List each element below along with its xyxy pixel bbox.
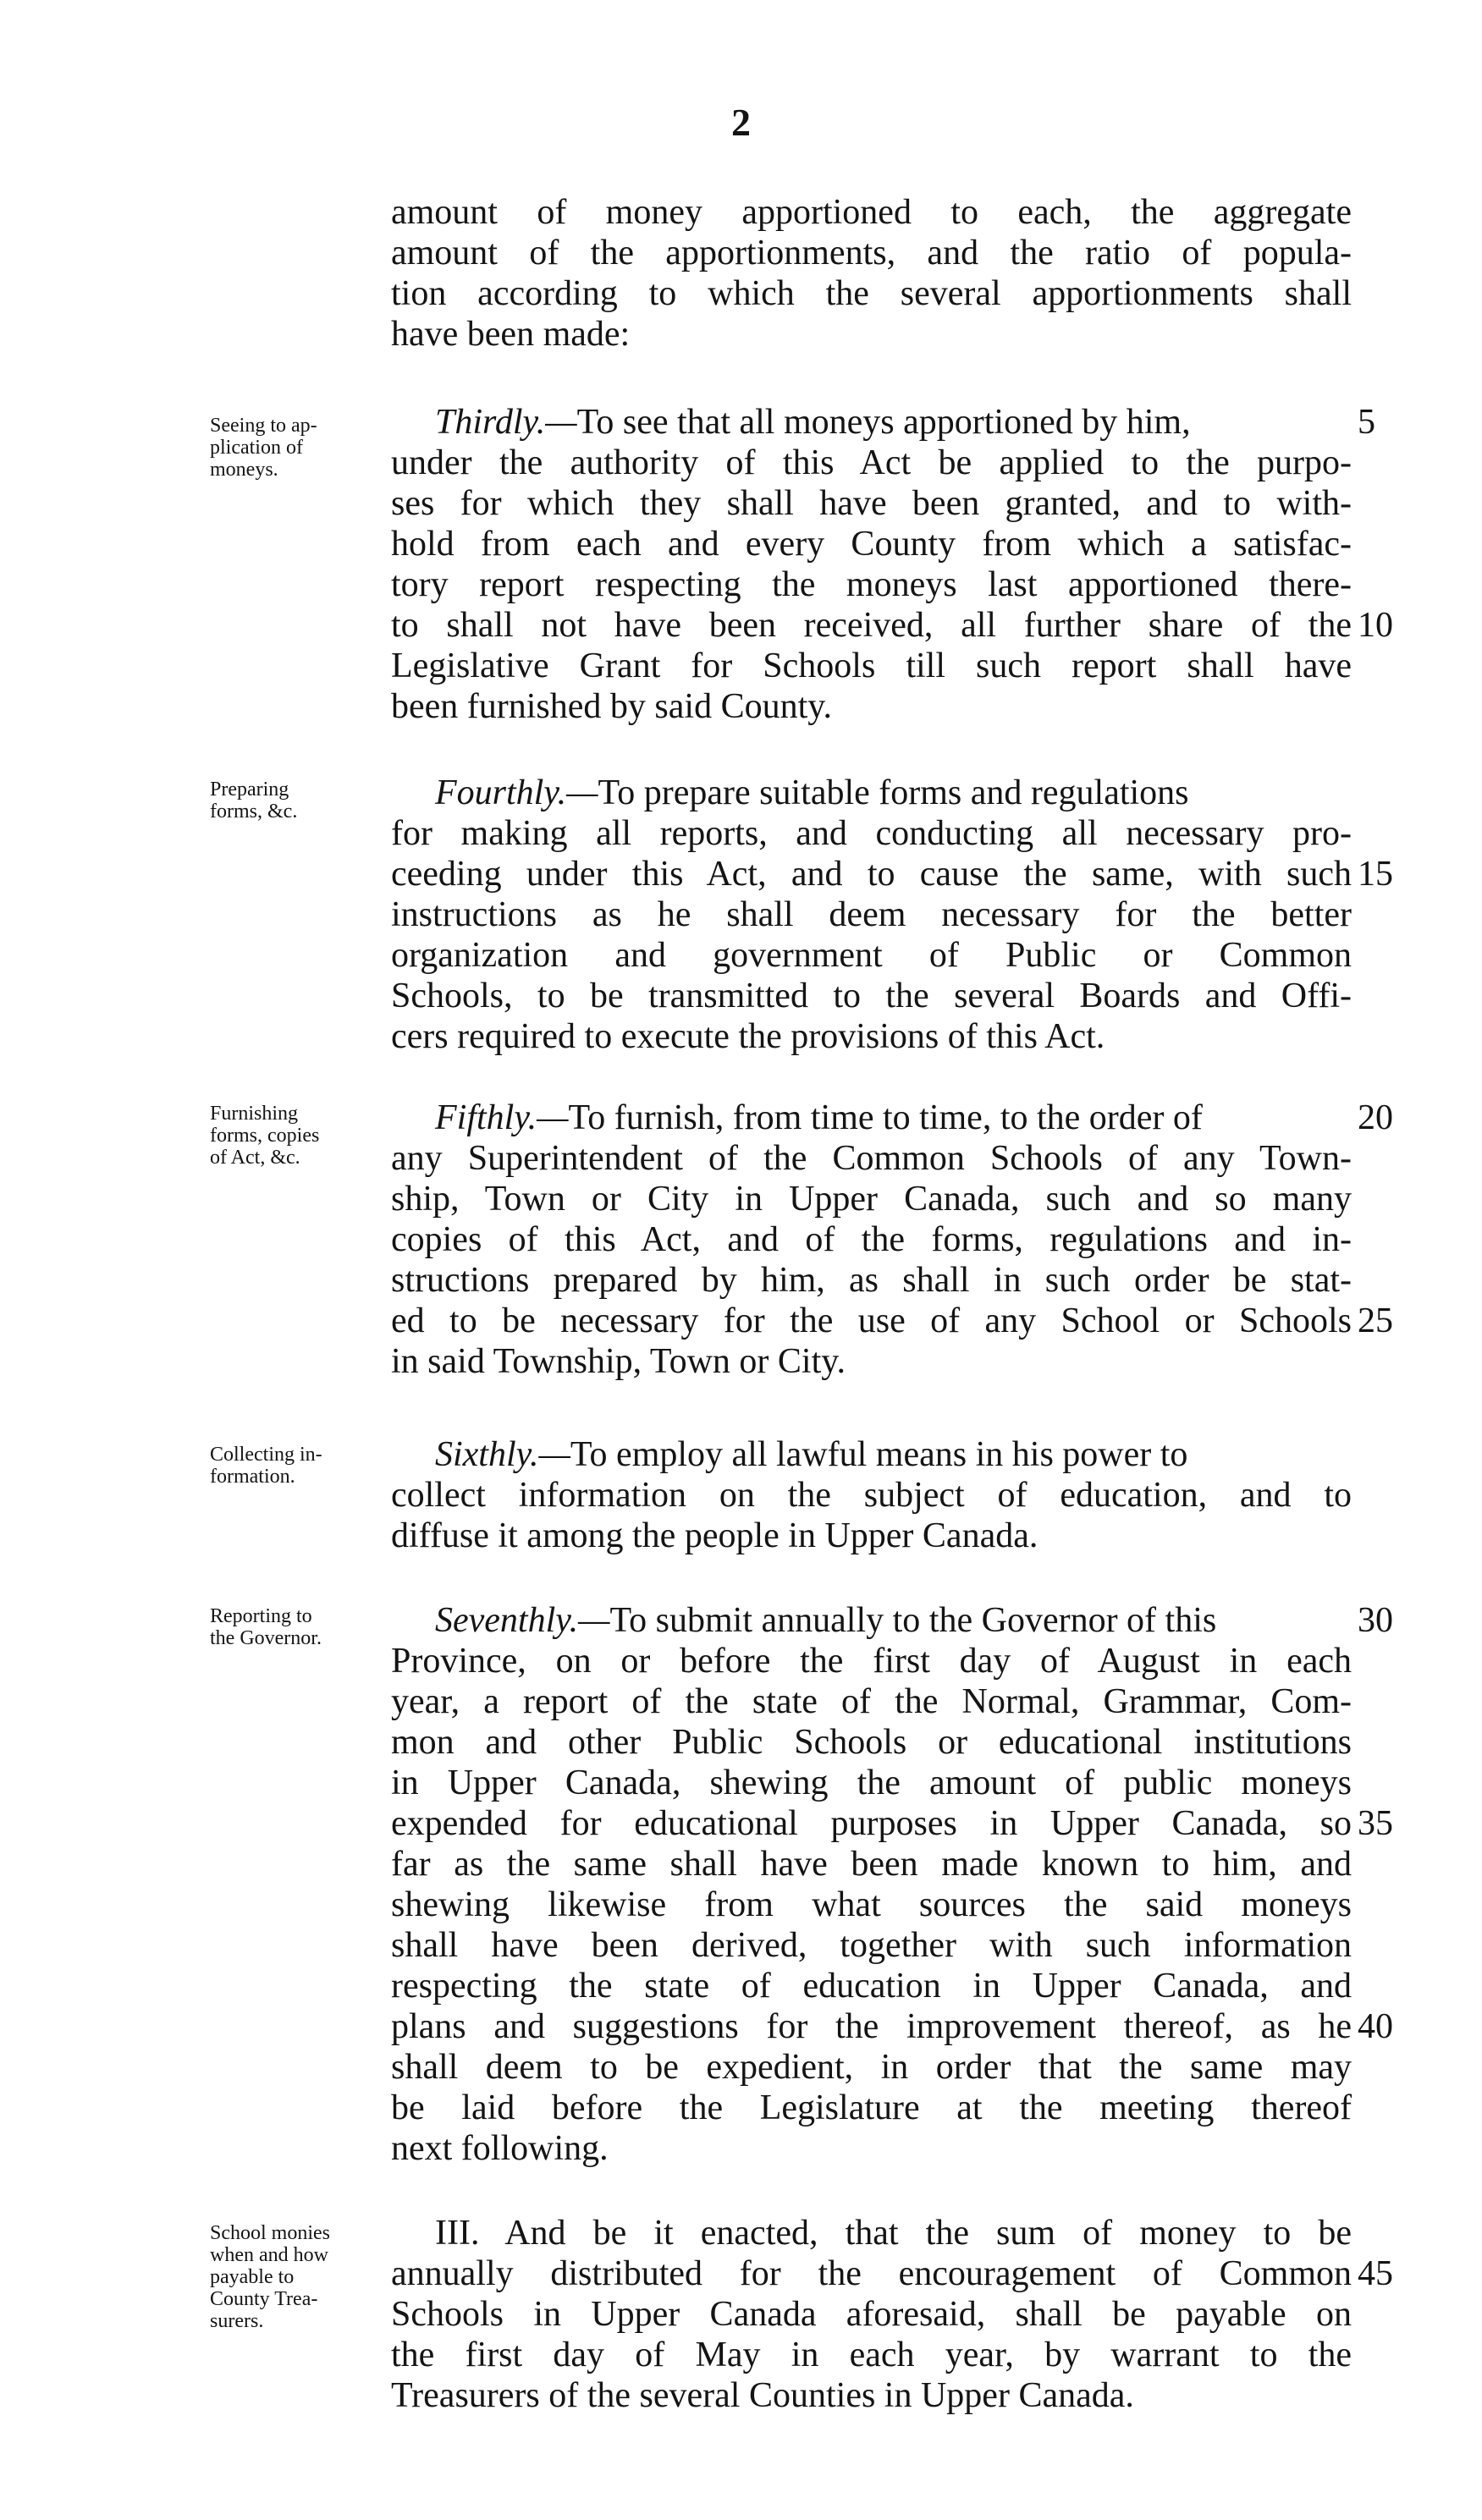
line-number: 15	[1358, 855, 1393, 894]
text-line: ship, Town or City in Upper Canada, such and so many	[391, 1180, 1352, 1219]
text-line: hold from each and every County from which a satisfac-	[391, 525, 1352, 564]
text-line: Schools, to be transmitted to the several Boards and Offi-	[391, 977, 1352, 1015]
page-number: 2	[731, 101, 751, 144]
line-number: 30	[1358, 1601, 1393, 1640]
margin-note-reporting-to-governor: Reporting to the Governor.	[210, 1605, 322, 1649]
text-line: far as the same shall have been made known to him, and	[391, 1845, 1352, 1884]
clause-heading-seventhly: Seventhly.—	[435, 1601, 610, 1640]
text-line: organization and government of Public or Common	[391, 936, 1352, 975]
text-line: the first day of May in each year, by warrant to the	[391, 2336, 1352, 2374]
paragraph-first-line	[435, 1097, 1352, 1139]
margin-note-school-monies: School monies when and how payable to County Trea- surers.	[210, 2222, 330, 2332]
text-line: To furnish, from time to time, to the order of	[568, 1098, 1203, 1137]
line-number: 5	[1358, 403, 1375, 442]
text-line: expended for educational purposes in Upper Canada, so	[391, 1804, 1352, 1843]
text-line: ed to be necessary for the use of any School or Schools	[391, 1301, 1352, 1340]
margin-note-application-of-moneys: Seeing to ap- plication of moneys.	[210, 415, 317, 481]
margin-note-furnishing-forms: Furnishing forms, copies of Act, &c.	[210, 1103, 320, 1169]
margin-note-collecting-information: Collecting in- formation.	[210, 1444, 322, 1488]
text-line: amount of money apportioned to each, the aggregate	[391, 193, 1352, 232]
text-line: shall have been derived, together with such information	[391, 1926, 1352, 1965]
text-line: annually distributed for the encouragement of Common	[391, 2254, 1352, 2293]
text-line: in said Township, Town or City.	[391, 1342, 846, 1381]
line-number: 25	[1358, 1301, 1393, 1340]
clause-heading-fifthly: Fifthly.—	[435, 1098, 569, 1137]
text-line: to shall not have been received, all further share of the	[391, 606, 1352, 645]
line-number: 20	[1358, 1098, 1393, 1137]
text-line: any Superintendent of the Common Schools of any Town-	[391, 1139, 1352, 1178]
paragraph-first-line	[435, 772, 1352, 814]
text-line: Province, on or before the first day of August in each	[391, 1642, 1352, 1681]
text-line: To submit annually to the Governor of this	[609, 1601, 1217, 1640]
line-number: 45	[1358, 2254, 1393, 2293]
text-line: amount of the apportionments, and the ratio of popula-	[391, 234, 1352, 272]
text-line: cers required to execute the provisions of this Act.	[391, 1017, 1105, 1056]
text-line: have been made:	[391, 315, 631, 354]
text-line: in Upper Canada, shewing the amount of public moneys	[391, 1763, 1352, 1802]
text-line: Legislative Grant for Schools till such report shall have	[391, 647, 1352, 685]
clause-heading-fourthly: Fourthly.—	[435, 773, 598, 812]
text-line: collect information on the subject of education, and to	[391, 1476, 1352, 1515]
line-number: 35	[1358, 1804, 1393, 1843]
text-line: tory report respecting the moneys last apportioned there-	[391, 565, 1352, 604]
text-line: shewing likewise from what sources the said moneys	[391, 1885, 1352, 1924]
text-line: plans and suggestions for the improvement thereof, as he	[391, 2007, 1352, 2046]
text-line: next following.	[391, 2129, 609, 2168]
text-line: year, a report of the state of the Normal, Grammar, Com-	[391, 1682, 1352, 1721]
text-line: tion according to which the several apportionments shall	[391, 274, 1352, 313]
text-line: To prepare suitable forms and regulations	[598, 773, 1189, 812]
text-line: III. And be it enacted, that the sum of money to be	[435, 2214, 1352, 2253]
text-line: Schools in Upper Canada aforesaid, shall be payable on	[391, 2295, 1352, 2334]
text-line: be laid before the Legislature at the meeting thereof	[391, 2088, 1352, 2127]
text-line: instructions as he shall deem necessary for the better	[391, 895, 1352, 934]
paragraph-first-line	[435, 401, 1352, 443]
text-line: respecting the state of education in Upper Canada, and	[391, 1967, 1352, 2006]
clause-heading-thirdly: Thirdly.—	[435, 403, 577, 442]
text-line: ses for which they shall have been granted, and to with-	[391, 484, 1352, 523]
line-number: 10	[1358, 606, 1393, 645]
paragraph-first-line	[435, 1433, 1352, 1476]
text-line: shall deem to be expedient, in order that the same may	[391, 2048, 1352, 2087]
text-line: under the authority of this Act be applied to the purpo-	[391, 443, 1352, 482]
text-line: mon and other Public Schools or educational institutions	[391, 1723, 1352, 1762]
line-number: 40	[1358, 2007, 1393, 2046]
margin-note-preparing-forms: Preparing forms, &c.	[210, 779, 298, 823]
text-line: for making all reports, and conducting all necessary pro-	[391, 814, 1352, 853]
text-line: To employ all lawful means in his power to	[570, 1435, 1188, 1474]
text-line: copies of this Act, and of the forms, regulations and in-	[391, 1220, 1352, 1259]
text-line: Treasurers of the several Counties in Upper Canada.	[391, 2376, 1134, 2415]
text-line: To see that all moneys apportioned by him,	[576, 403, 1191, 442]
paragraph-first-line	[435, 1599, 1352, 1642]
text-line: been furnished by said County.	[391, 687, 833, 726]
clause-heading-sixthly: Sixthly.—	[435, 1435, 570, 1474]
text-line: structions prepared by him, as shall in such order be stat-	[391, 1261, 1352, 1300]
text-line: diffuse it among the people in Upper Canada.	[391, 1516, 1039, 1555]
text-line: ceeding under this Act, and to cause the same, with such	[391, 855, 1352, 894]
